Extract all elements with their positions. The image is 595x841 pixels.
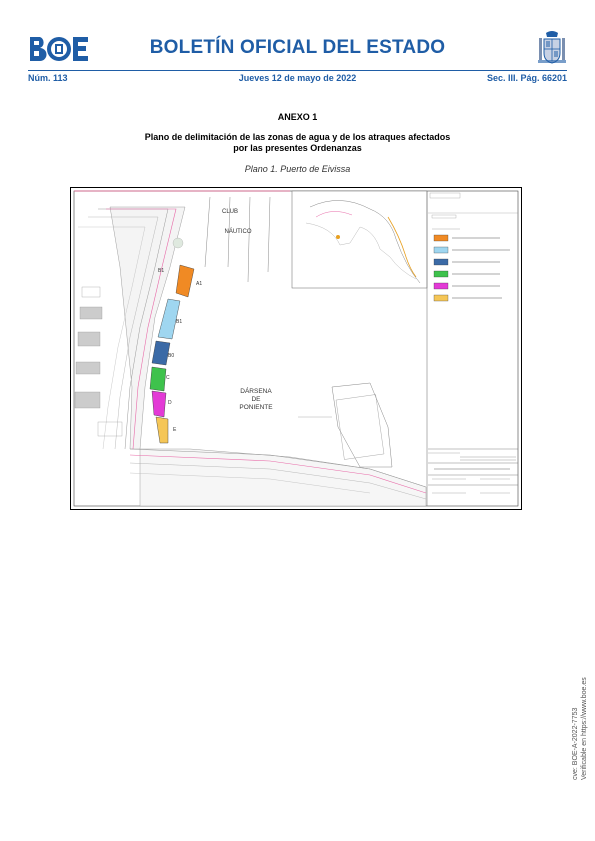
coat-of-arms-icon (536, 30, 568, 66)
cve-code: cve: BOE-A-2022-7753 (572, 707, 579, 780)
header-rule (28, 70, 567, 71)
map-label-b1: B1 (176, 319, 183, 325)
issue-number: Núm. 113 (28, 73, 68, 83)
issue-date: Jueves 12 de mayo de 2022 (238, 73, 357, 83)
map-label-c: C (166, 375, 170, 381)
annex-subtitle-line1: Plano de delimitación de las zonas de agua y de los atraques afectados (144, 132, 451, 142)
map-label-d: D (168, 400, 172, 406)
page-title: BOLETÍN OFICIAL DEL ESTADO (149, 37, 446, 58)
annex-subtitle-line2: por las presentes Ordenanzas (233, 143, 362, 153)
verify-url[interactable]: Verificable en https://www.boe.es (581, 677, 588, 780)
map-label-e: E (173, 427, 177, 433)
map-label-b1-top: B1 (158, 268, 165, 274)
cve-verification (571, 677, 589, 780)
zone-c (150, 367, 166, 391)
zone-d (152, 391, 166, 417)
plan-caption: Plano 1. Puerto de Eivissa (244, 164, 351, 174)
port-plan-figure (70, 187, 522, 510)
annex-subtitle (120, 132, 475, 154)
map-label-nautico: NÁUTICO (224, 229, 252, 235)
map-label-a1: A1 (196, 281, 203, 287)
map-label-club: CLUB (221, 209, 239, 215)
section-page: Sec. III. Pág. 66201 (486, 73, 567, 83)
map-label-darsena: DÁRSENA (240, 388, 272, 395)
map-label-b0: B0 (168, 353, 175, 359)
map-label-de: DE (251, 396, 261, 403)
annex-heading: ANEXO 1 (277, 112, 318, 122)
map-label-poniente: PONIENTE (239, 404, 273, 411)
